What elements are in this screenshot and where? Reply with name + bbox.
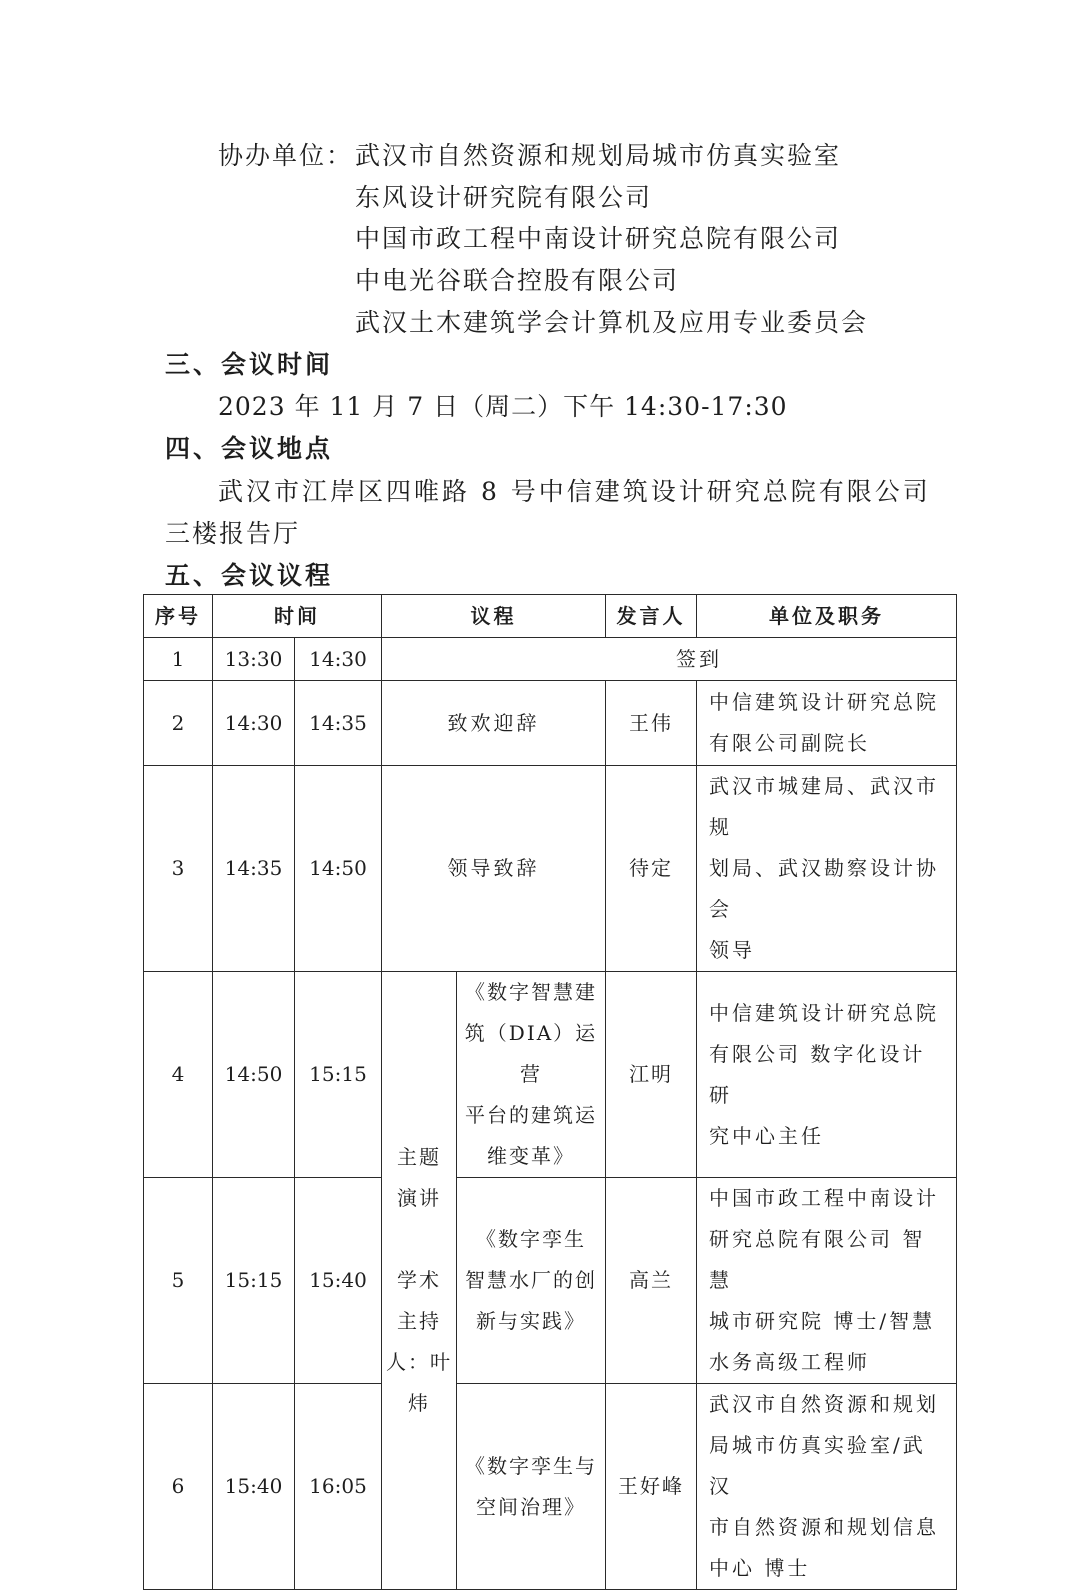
row-org bbox=[697, 681, 957, 766]
org-line: 研究总院有限公司 智慧 bbox=[709, 1227, 926, 1292]
venue-line-2: 三楼报告厅 bbox=[165, 519, 301, 548]
row-agenda bbox=[457, 972, 606, 1178]
host-line: 炜 bbox=[408, 1391, 430, 1415]
table-row bbox=[144, 972, 957, 1178]
row-end: 16:05 bbox=[295, 1384, 382, 1590]
host-line: 演讲 bbox=[397, 1186, 441, 1210]
talk-title-line: 《数字孪生与 bbox=[465, 1453, 597, 1478]
co-organizer-item: 中国市政工程中南设计研究总院有限公司 bbox=[355, 224, 842, 253]
row-end: 14:50 bbox=[295, 766, 382, 972]
org-line: 中信建筑设计研究总院 bbox=[709, 1000, 939, 1025]
row-speaker: 王好峰 bbox=[606, 1384, 697, 1590]
org-line: 水务高级工程师 bbox=[709, 1350, 870, 1374]
row-speaker: 王伟 bbox=[606, 681, 697, 766]
row-start: 13:30 bbox=[213, 638, 295, 681]
row-no: 2 bbox=[144, 681, 213, 766]
row-agenda bbox=[457, 1384, 606, 1590]
row-start: 15:40 bbox=[213, 1384, 295, 1590]
header-org: 单位及职务 bbox=[697, 595, 957, 638]
row-speaker: 江明 bbox=[606, 972, 697, 1178]
talk-title-line: 平台的建筑运 bbox=[465, 1103, 597, 1127]
table-row bbox=[144, 1384, 957, 1590]
org-line: 有限公司副院长 bbox=[709, 731, 870, 755]
row-end: 15:15 bbox=[295, 972, 382, 1178]
venue-line-1: 武汉市江岸区四唯路 8 号中信建筑设计研究总院有限公司 bbox=[218, 477, 931, 506]
org-line: 中信建筑设计研究总院 bbox=[709, 690, 939, 714]
org-line: 领导 bbox=[709, 938, 755, 962]
org-line: 中心 博士 bbox=[709, 1556, 811, 1580]
row-speaker: 待定 bbox=[606, 766, 697, 972]
org-line: 城市研究院 博士/智慧 bbox=[709, 1309, 936, 1333]
row-org bbox=[697, 1178, 957, 1384]
header-no: 序号 bbox=[144, 595, 213, 638]
talk-title-line: 筑（DIA）运营 bbox=[464, 1021, 598, 1086]
org-line: 有限公司 数字化设计研 bbox=[709, 1041, 926, 1107]
session-host-cell bbox=[382, 972, 457, 1590]
header-speaker: 发言人 bbox=[606, 595, 697, 638]
row-start: 14:30 bbox=[213, 681, 295, 766]
host-line: 主持 bbox=[397, 1309, 441, 1333]
row-org bbox=[697, 766, 957, 972]
section-heading-venue: 四、会议地点 bbox=[165, 434, 334, 463]
row-no: 4 bbox=[144, 972, 213, 1178]
co-organizer-item: 武汉土木建筑学会计算机及应用专业委员会 bbox=[355, 308, 869, 337]
section-heading-agenda: 五、会议议程 bbox=[165, 561, 334, 590]
row-end: 14:35 bbox=[295, 681, 382, 766]
org-line: 武汉市城建局、武汉市规 bbox=[709, 774, 939, 839]
talk-title-line: 新与实践》 bbox=[476, 1309, 586, 1333]
agenda-table bbox=[143, 594, 957, 1590]
table-row bbox=[144, 1178, 957, 1384]
table-row bbox=[144, 638, 957, 681]
org-line: 划局、武汉勘察设计协会 bbox=[709, 856, 939, 921]
row-start: 14:50 bbox=[213, 972, 295, 1178]
row-agenda: 签到 bbox=[382, 638, 957, 681]
talk-title-line: 智慧水厂的创 bbox=[465, 1268, 597, 1292]
table-row bbox=[144, 681, 957, 766]
row-org bbox=[697, 972, 957, 1178]
host-line: 人：叶 bbox=[386, 1350, 452, 1374]
row-agenda: 领导致辞 bbox=[382, 766, 606, 972]
row-org bbox=[697, 1384, 957, 1590]
talk-title-line: 维变革》 bbox=[487, 1144, 575, 1168]
row-agenda: 致欢迎辞 bbox=[382, 681, 606, 766]
talk-title-line: 空间治理》 bbox=[476, 1494, 586, 1519]
row-end: 15:40 bbox=[295, 1178, 382, 1384]
row-start: 15:15 bbox=[213, 1178, 295, 1384]
talk-title-line: 《数字孪生 bbox=[476, 1227, 586, 1251]
header-time: 时间 bbox=[213, 595, 382, 638]
co-organizers-label: 协办单位： bbox=[218, 141, 354, 170]
table-row bbox=[144, 766, 957, 972]
row-speaker: 高兰 bbox=[606, 1178, 697, 1384]
co-organizer-item: 中电光谷联合控股有限公司 bbox=[355, 266, 680, 295]
table-header-row bbox=[144, 595, 957, 638]
row-no: 5 bbox=[144, 1178, 213, 1384]
org-line: 中国市政工程中南设计 bbox=[709, 1186, 939, 1210]
row-no: 1 bbox=[144, 638, 213, 681]
row-agenda bbox=[457, 1178, 606, 1384]
row-end: 14:30 bbox=[295, 638, 382, 681]
org-line: 究中心主任 bbox=[709, 1123, 824, 1148]
meeting-time: 2023 年 11 月 7 日（周二）下午 14:30-17:30 bbox=[218, 392, 788, 421]
org-line: 市自然资源和规划信息 bbox=[709, 1515, 939, 1539]
host-line: 学术 bbox=[397, 1268, 441, 1292]
co-organizer-item: 东风设计研究院有限公司 bbox=[355, 183, 653, 212]
host-line: 主题 bbox=[397, 1145, 441, 1169]
org-line: 局城市仿真实验室/武汉 bbox=[709, 1433, 926, 1498]
co-organizer-item: 武汉市自然资源和规划局城市仿真实验室 bbox=[355, 141, 842, 170]
org-line: 武汉市自然资源和规划 bbox=[709, 1392, 939, 1416]
row-no: 6 bbox=[144, 1384, 213, 1590]
row-start: 14:35 bbox=[213, 766, 295, 972]
row-no: 3 bbox=[144, 766, 213, 972]
section-heading-time: 三、会议时间 bbox=[165, 350, 334, 379]
talk-title-line: 《数字智慧建 bbox=[465, 980, 597, 1004]
header-agenda: 议程 bbox=[382, 595, 606, 638]
